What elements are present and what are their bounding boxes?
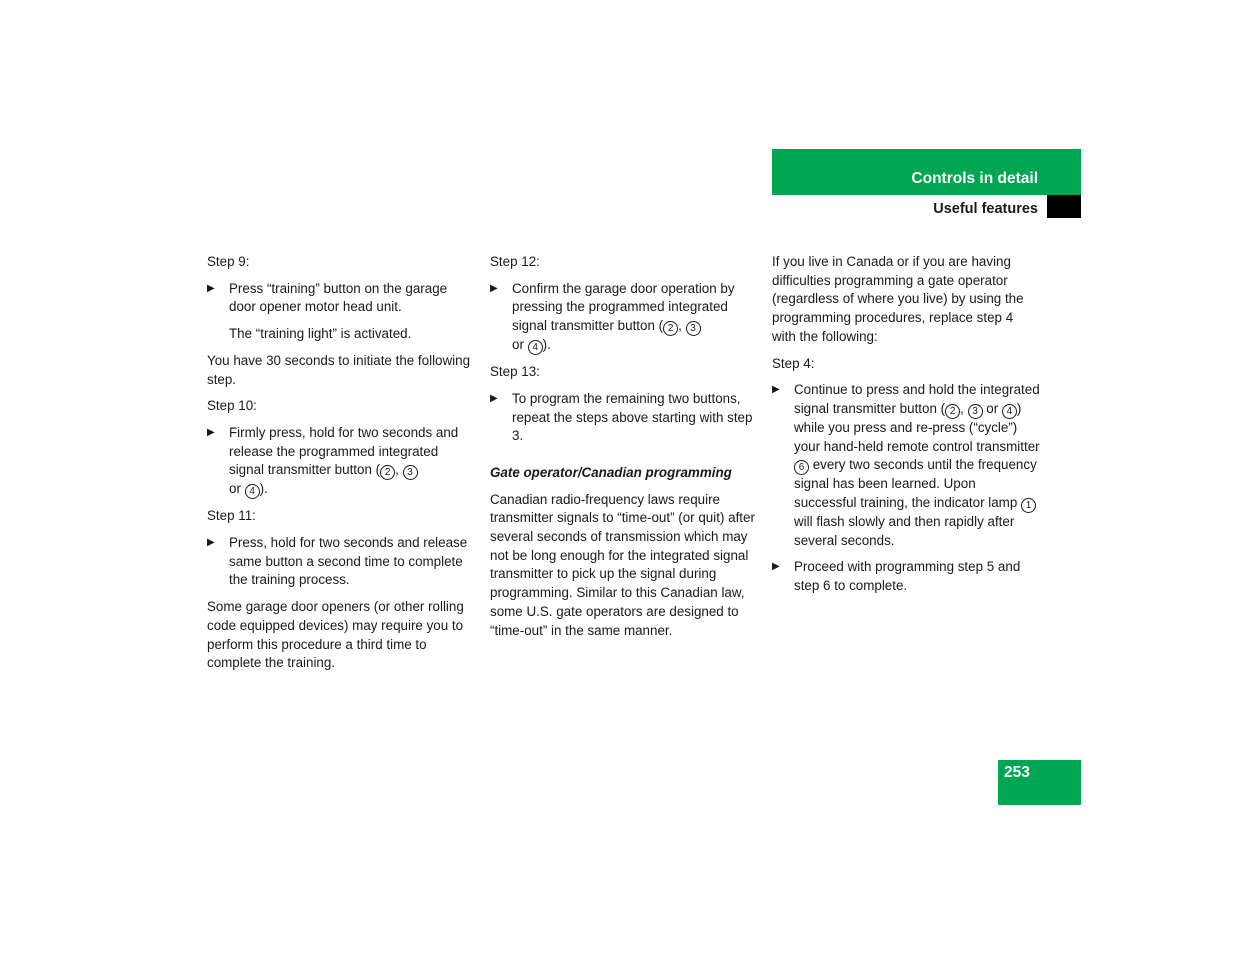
column-1 xyxy=(207,253,472,681)
section-title: Controls in detail xyxy=(911,170,1038,187)
arrow-bullet-icon: ▶ xyxy=(490,282,498,294)
subsection-title: Useful features xyxy=(933,201,1038,217)
section-header-bar xyxy=(772,149,1081,195)
header-black-tab xyxy=(1047,195,1081,218)
callout-4-icon: 4 xyxy=(1002,404,1017,419)
canada-intro-paragraph: If you live in Canada or if you are having difficulties programming a gate operator (regardless of where you live) by using the programming procedures, replace step 4 with the following: xyxy=(772,254,1024,344)
step-9-result: The “training light” is activated. xyxy=(229,326,412,342)
callout-3-icon: 3 xyxy=(686,321,701,336)
arrow-bullet-icon: ▶ xyxy=(772,384,780,396)
callout-2-icon: 2 xyxy=(945,404,960,419)
step-13-instruction: ▶ To program the remaining two buttons, repeat the steps above starting with step 3. xyxy=(490,390,753,444)
callout-1-icon: 1 xyxy=(1021,498,1036,513)
subsection-title-bar xyxy=(772,195,1047,218)
arrow-bullet-icon: ▶ xyxy=(207,282,215,294)
callout-3-icon: 3 xyxy=(968,404,983,419)
callout-6-icon: 6 xyxy=(794,460,809,475)
callout-4-icon: 4 xyxy=(528,340,543,355)
callout-2-icon: 2 xyxy=(380,465,395,480)
canadian-law-paragraph: Canadian radio-frequency laws require transmitter signals to “time-out” (or quit) after several seconds of transmission which may not be long enough for the integrated signal transmitter to pick up the signal during programming. Similar to this Canadian law, some U.S. gate operators are designed to “time-out” in the same manner. xyxy=(490,491,755,638)
callout-4-icon: 4 xyxy=(245,484,260,499)
step-12-label: Step 12: xyxy=(490,254,540,269)
step-9-label: Step 9: xyxy=(207,254,250,269)
step-10-instruction: ▶ Firmly press, hold for two seconds and release the programmed integrated signal transmitter button ( 2 , 3 or 4 ). xyxy=(207,424,459,498)
step-9-instruction: ▶ Press “training” button on the garage door opener motor head unit. xyxy=(207,280,448,315)
gate-operator-heading: Gate operator/Canadian programming xyxy=(490,464,732,480)
step-11-note: Some garage door openers (or other rolling code equipped devices) may require you to perform this procedure a third time to complete the training. xyxy=(207,599,464,671)
arrow-bullet-icon: ▶ xyxy=(772,561,780,573)
step-13-label: Step 13: xyxy=(490,364,540,380)
arrow-bullet-icon: ▶ xyxy=(490,392,498,404)
step-4-followup-instruction: ▶ Proceed with programming step 5 and step 6 to complete. xyxy=(772,559,1021,594)
step-10-label: Step 10: xyxy=(207,398,257,414)
step-12-instruction: ▶ Confirm the garage door operation by pressing the programmed integrated signal transmitter button ( 2 , 3 or 4 ). xyxy=(490,280,735,354)
step-9-note: You have 30 seconds to initiate the following step. xyxy=(207,352,471,387)
page-number: 253 xyxy=(1004,764,1030,781)
step-11-label: Step 11: xyxy=(207,508,256,524)
column-2 xyxy=(490,253,755,648)
callout-2-icon: 2 xyxy=(663,321,678,336)
step-4-instruction: ▶ Continue to press and hold the integrated signal transmitter button ( 2 , 3 or 4 ) while you press and re-press (“cycle”) your hand-held remote control transmitter 6 every two seconds until the frequency signal has been learned. Upon successful training, the indicator lamp 1 will flash slowly and then rapidly after several seconds. xyxy=(772,382,1040,548)
step-11-instruction: ▶ Press, hold for two seconds and release same button a second time to complete the training process. xyxy=(207,535,468,588)
column-3 xyxy=(772,253,1040,604)
step-4-label: Step 4: xyxy=(772,355,815,371)
page-number-box xyxy=(998,760,1081,805)
arrow-bullet-icon: ▶ xyxy=(207,426,215,438)
arrow-bullet-icon: ▶ xyxy=(207,537,215,549)
callout-3-icon: 3 xyxy=(403,465,418,480)
